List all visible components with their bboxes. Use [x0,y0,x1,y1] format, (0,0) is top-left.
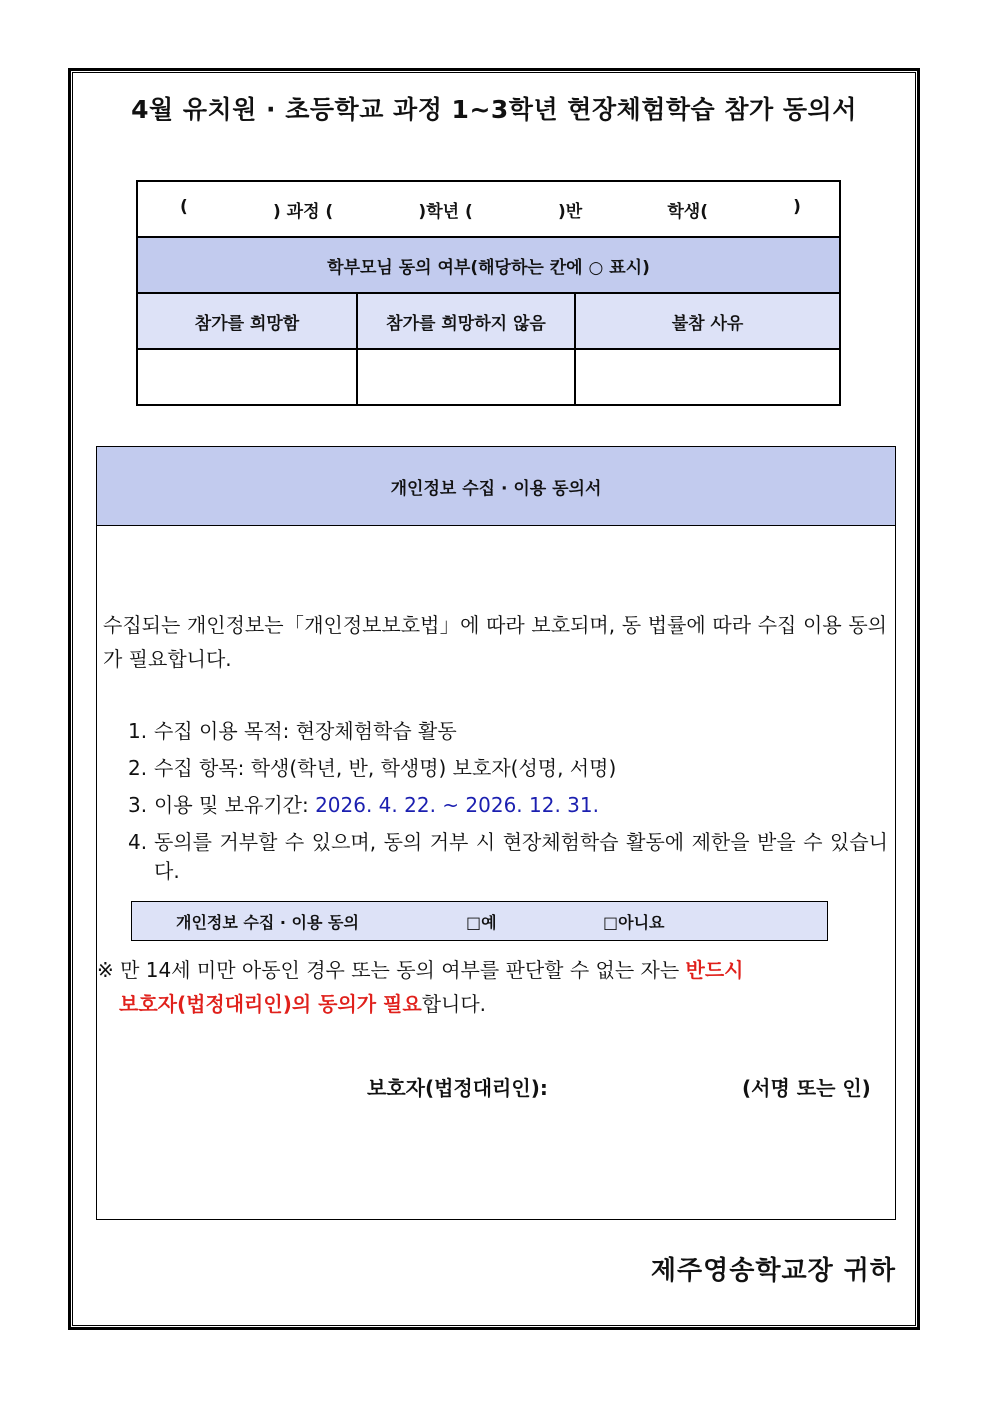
item-text: 동의를 거부할 수 있으며, 동의 거부 시 현장체험학습 활동에 제한을 받을 수 있습니다. [154,830,888,883]
item-number: 4. [128,830,148,854]
guardian-label: 보호자(법정대리인): [367,1076,548,1100]
list-item [128,828,888,886]
item-number: 2. [128,756,148,780]
privacy-items [128,713,888,886]
not-participate-cell[interactable] [357,349,575,405]
item-number: 1. [128,719,148,743]
item-text: 수집 항목: 학생(학년, 반, 학생명) 보호자(성명, 서명) [154,756,617,780]
student-info-open: ( [180,196,188,217]
student-info-row[interactable] [137,181,840,237]
note-emphasis: 반드시 [685,958,744,982]
student-info-course: ) 과정 ( [272,201,334,222]
participate-cell[interactable] [137,349,357,405]
student-info-name: 학생( [667,201,708,222]
privacy-intro: 수집되는 개인정보는「개인정보보호법」에 따라 보호되며, 동 법률에 따라 수집 이용 동의가 필요합니다. [103,613,887,671]
note-text: ※ 만 14세 미만 아동인 경우 또는 동의 여부를 판단할 수 없는 자는 [97,958,686,982]
guardian-note [97,953,887,1021]
item-text: 이용 및 보유기간: [154,793,309,817]
list-item [128,750,888,787]
student-info-grade: )학년 ( [418,201,473,222]
list-item [128,713,888,750]
consent-no-checkbox[interactable]: □아니요 [603,913,665,932]
retention-period: 2026. 4. 22. ~ 2026. 12. 31. [315,793,599,817]
item-number: 3. [128,793,148,817]
participation-table [136,180,841,406]
privacy-header: 개인정보 수집 · 이용 동의서 [97,447,895,526]
column-not-participate: 참가를 희망하지 않음 [357,293,575,349]
note-emphasis-2: 보호자(법정대리인)의 동의가 필요 [119,992,422,1016]
privacy-consent-choice [131,901,828,941]
item-text: 수집 이용 목적: 현장체험학습 활동 [154,719,457,743]
student-info-class: )반 [557,201,583,222]
signature-field[interactable]: (서명 또는 인) [742,1076,871,1100]
document-title: 4월 유치원 · 초등학교 과정 1~3학년 현장체험학습 참가 동의서 [131,95,857,124]
note-suffix: 합니다. [421,992,487,1016]
column-participate: 참가를 희망함 [137,293,357,349]
consent-label: 개인정보 수집 · 이용 동의 [176,913,359,932]
absence-reason-cell[interactable] [575,349,840,405]
addressee: 제주영송학교장 귀하 [650,1256,896,1286]
consent-yes-checkbox[interactable]: □예 [466,913,497,932]
list-item [128,787,888,824]
student-info-close: ) [793,196,801,217]
consent-header: 학부모님 동의 여부(해당하는 칸에 ○ 표시) [137,237,840,293]
column-absence-reason: 불참 사유 [575,293,840,349]
